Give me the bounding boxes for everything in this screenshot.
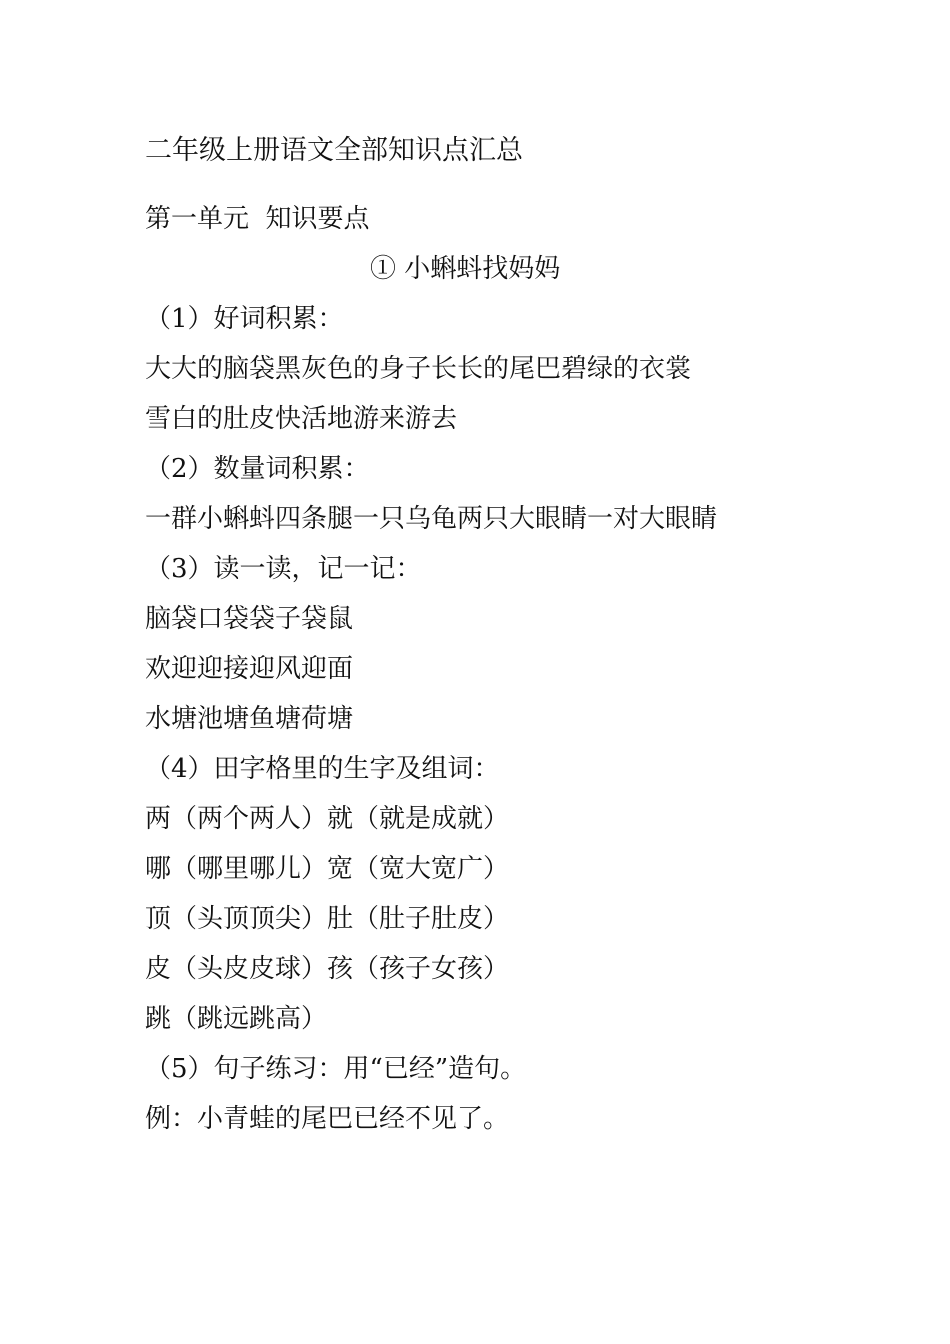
text-line: 跳（跳远跳高） — [145, 1004, 328, 1034]
text-line: 例：小青蛙的尾巴已经不见了。 — [145, 1104, 510, 1134]
text-line: 水塘池塘鱼塘荷塘 — [145, 704, 354, 734]
document-body — [145, 128, 825, 1144]
text-line: （4）田字格里的生字及组词： — [145, 754, 500, 784]
text-line: 哪（哪里哪儿）宽（宽大宽广） — [145, 854, 510, 884]
text-line: 皮（头皮皮球）孩（孩子女孩） — [145, 954, 510, 984]
text-line: 两（两个两人）就（就是成就） — [145, 804, 510, 834]
text-line: 顶（头顶顶尖）肚（肚子肚皮） — [145, 904, 510, 934]
text-line: （2）数量词积累： — [145, 454, 370, 484]
text-line: （5）句子练习：用“已经”造句。 — [145, 1054, 527, 1084]
document-title: 二年级上册语文全部知识点汇总 — [145, 135, 523, 166]
text-line: 一群小蝌蚪四条腿一只乌龟两只大眼睛一对大眼睛 — [145, 504, 718, 534]
lesson-title: ① 小蝌蚪找妈妈 — [370, 254, 561, 284]
text-line: 欢迎迎接迎风迎面 — [145, 654, 354, 684]
text-line: （1）好词积累： — [145, 304, 344, 334]
text-line: 雪白的肚皮快活地游来游去 — [145, 404, 458, 434]
unit-heading: 第一单元 知识要点 — [145, 204, 370, 234]
text-line: 大大的脑袋黑灰色的身子长长的尾巴碧绿的衣裳 — [145, 354, 692, 384]
text-line: （3）读一读，记一记： — [145, 554, 422, 584]
text-line: 脑袋口袋袋子袋鼠 — [145, 604, 354, 634]
